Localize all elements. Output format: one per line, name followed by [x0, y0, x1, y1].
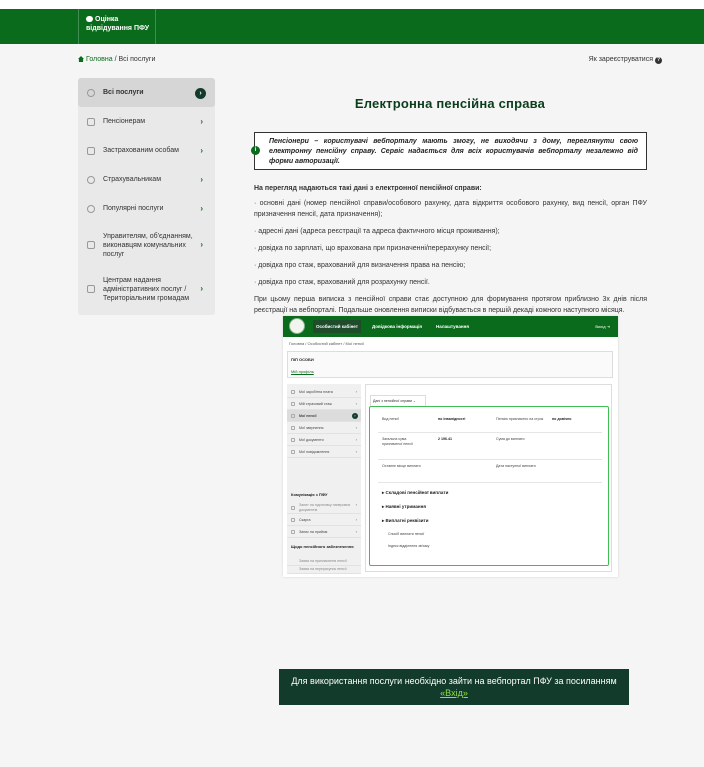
screenshot-divider [378, 459, 602, 460]
screenshot-menu-item: Заява на призначення пенсії [287, 558, 361, 566]
screenshot-field-label: Вид пенсії [382, 417, 400, 421]
services-sidebar [78, 78, 215, 315]
screenshot-menu-item: Заява на перерахунок пенсії [287, 566, 361, 574]
screenshot-divider [378, 432, 602, 433]
screenshot-field-label: Пенсію призначено на строк [496, 417, 544, 421]
cabinet-screenshot [283, 316, 618, 577]
screenshot-field-label: Спосіб виплати пенсії [388, 532, 425, 536]
screenshot-field-value: по довічно [552, 417, 572, 421]
sidebar-item-insured-persons[interactable] [78, 136, 215, 165]
brand-line2: відвідування ПФУ [86, 25, 150, 32]
screenshot-navbar [283, 316, 618, 337]
screenshot-breadcrumb: Головна / Особистий кабінет / Мої пенсії [289, 341, 364, 346]
content-item: · адресні дані (адреса реєстрації та адреса фактичного місця проживання); [254, 228, 500, 235]
chat-bubble-icon [86, 16, 93, 22]
sidebar-item-insurers[interactable] [78, 165, 215, 194]
user-icon [87, 176, 95, 184]
screenshot-profile-link: Мій профіль [291, 369, 314, 374]
screenshot-exit: Вихід ⇥ [595, 324, 610, 329]
screenshot-accordion-item: ▸ Виплатні реквізити [382, 518, 429, 523]
screenshot-menu-item: Мої звернення › [287, 422, 361, 434]
sidebar-item-label: Пенсіонерам [103, 118, 146, 125]
screenshot-field-value: 2 196.41 [438, 437, 452, 441]
visit-rating-link[interactable] [78, 9, 156, 44]
sidebar-item-popular-services[interactable] [78, 194, 215, 223]
screenshot-menu-item: Мої заробітна плата › [287, 386, 361, 398]
screenshot-menu-item: Запис на прийом › [287, 526, 361, 538]
pfu-logo-icon [289, 318, 305, 334]
screenshot-field-label: Дата наступної виплати [496, 464, 536, 468]
screenshot-pension-card [365, 384, 612, 572]
envelope-icon [87, 118, 95, 126]
question-icon: ? [656, 57, 661, 63]
sidebar-item-label: Центрам надання адміністративних послуг / Територіальним громадам [103, 276, 190, 302]
info-icon: i [251, 146, 260, 155]
sidebar-item-label: Популярні послуги [103, 205, 164, 212]
screenshot-tab-cabinet: Особистий кабінет [313, 320, 361, 333]
screenshot-menu-item: Мої пенсії › [287, 410, 361, 422]
service-description [254, 183, 647, 322]
sidebar-item-all-services[interactable] [78, 78, 215, 107]
screenshot-accordion-item: ▸ Наявні утримання [382, 504, 426, 509]
chevron-right-icon: › [200, 284, 203, 293]
screenshot-menu-item: Запит на підготовку паперових документів › [287, 502, 361, 514]
screenshot-tab-settings: Налаштування [436, 324, 469, 329]
home-icon [78, 56, 84, 62]
page-title: Електронна пенсійна справа [354, 96, 546, 111]
screenshot-section-communication: Комунікація з ПФУ [291, 492, 328, 497]
sidebar-item-label: Страхувальникам [103, 176, 162, 183]
breadcrumb-home-link[interactable]: Головна [86, 56, 113, 63]
screenshot-subtab: Дані з пенсійної справи ⌄ [370, 395, 426, 406]
breadcrumb-separator: / [114, 56, 117, 63]
building-icon [87, 241, 95, 249]
content-item: · довідка по зарплаті, що врахована при призначенні/перерахунку пенсії; [254, 245, 492, 252]
breadcrumb-current: Всі послуги [118, 56, 156, 63]
screenshot-divider [378, 482, 602, 483]
building-icon [87, 285, 95, 293]
content-item: · довідка про стаж, врахований для визначення права на пенсію; [254, 262, 466, 269]
login-banner [279, 669, 629, 705]
brand-line1: Оцінка [95, 16, 119, 23]
content-lead: На перегляд надаються такі дані з електронної пенсійної справи: [254, 185, 482, 192]
sidebar-item-label: Застрахованим особам [103, 147, 179, 154]
chevron-right-icon: › [200, 145, 203, 155]
all-services-icon [87, 89, 95, 97]
screenshot-menu-item: Мої повідомлення › [287, 446, 361, 458]
screenshot-field-label: Останнє місце виплати [382, 464, 421, 468]
screenshot-highlight-frame [369, 406, 609, 566]
screenshot-profile-name: ПІП ОСОБИ [291, 357, 314, 362]
sidebar-item-admin-centers[interactable] [78, 270, 215, 308]
login-link[interactable]: «Вхід» [440, 688, 468, 698]
top-navbar [0, 0, 704, 44]
sidebar-item-pensioners[interactable] [78, 107, 215, 136]
screenshot-field-label: Сума до виплати [496, 437, 525, 441]
screenshot-field-label: Загальна сума призначеної пенсії [382, 437, 413, 446]
screenshot-menu-item: Мої документи › [287, 434, 361, 446]
sidebar-item-label: Управителям, об'єднанням, виконавцям комунальних послуг [103, 232, 193, 258]
document-icon [87, 147, 95, 155]
login-banner-text: Для використання послуги необхідно зайти на вебпортал ПФУ за посиланням [291, 676, 617, 686]
content-item: · довідка про стаж, врахований для розрахунку пенсії. [254, 279, 430, 286]
notice-text: Пенсіонери – користувачі вебпорталу мають змогу, не виходячи з дому, переглянути свою електронну пенсійну справу. Сервіс надається для всіх користувачів вебпорталу незалежно від форми авторизації. [269, 138, 638, 165]
breadcrumb [78, 56, 155, 63]
screenshot-field-label: Індекс відділення зв'язку [388, 544, 430, 548]
info-notice [254, 132, 647, 170]
screenshot-section-pension: Щодо пенсійного забезпечення [291, 544, 354, 549]
content-item: · основні дані (номер пенсійної справи/особового рахунку, дата відкриття особового рахунку, вид пенсії, орган ПФУ призначення пенсії, дата призначення); [254, 200, 647, 218]
chevron-right-icon: › [200, 240, 203, 249]
screenshot-accordion-item: ▸ Складові пенсійної виплати [382, 490, 449, 495]
screenshot-menu-item: Скарга › [287, 514, 361, 526]
screenshot-field-value: по інвалідності [438, 417, 466, 421]
screenshot-profile-box [287, 351, 613, 378]
sidebar-item-label: Всі послуги [103, 89, 144, 96]
chevron-right-icon: › [200, 116, 203, 126]
sidebar-item-managers[interactable] [78, 223, 215, 267]
content-closing: При цьому перша виписка з пенсійної справи стає доступною для формування протягом приблизно 3х днів після реєстрації на вебпорталі. Подальше оновлення виписки відбувається в першій декаді кожного наступного місяця. [254, 296, 647, 314]
screenshot-tab-reference: Довідкова інформація [372, 324, 422, 329]
star-icon [87, 205, 95, 213]
screenshot-menu-item: Мій страховий стаж › [287, 398, 361, 410]
screenshot-sidebar [287, 384, 361, 574]
how-to-register-label: Як зареєструватися [588, 56, 653, 63]
how-to-register-link[interactable] [589, 56, 662, 64]
chevron-right-icon: › [200, 174, 203, 184]
chevron-right-icon: › [195, 88, 206, 99]
chevron-right-icon: › [200, 203, 203, 213]
